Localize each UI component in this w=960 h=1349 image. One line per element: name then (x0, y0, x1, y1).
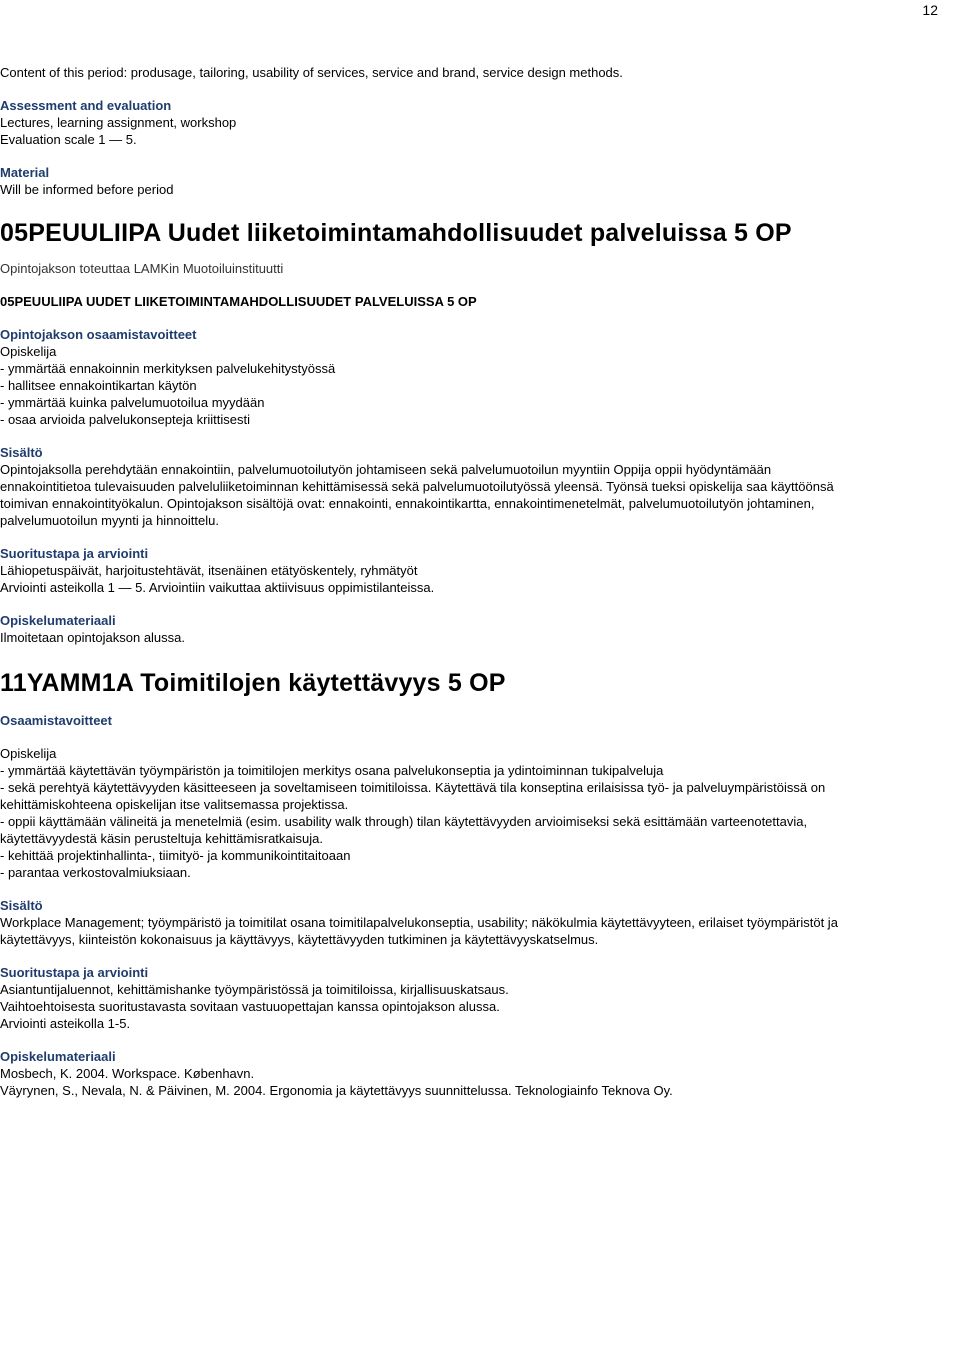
study-material-line: Mosbech, K. 2004. Workspace. København. (0, 1066, 255, 1081)
assessment-line: Evaluation scale 1 — 5. (0, 132, 137, 147)
content-line: palvelumuotoilun myynti ja hinnoittelu. (0, 513, 219, 528)
outcome-item: - ymmärtää käytettävän työympäristön ja toimitilojen merkitys osana palvelukonseptia ja ydintoiminnan tukipalveluja (0, 763, 664, 778)
content-heading: Sisältö (0, 445, 43, 460)
method-heading: Suoritustapa ja arviointi (0, 546, 149, 561)
student-label: Opiskelija (0, 344, 57, 359)
content-line: toimivan ennakointityökalun. Opintojakson sisältöjä ovat: ennakointi, ennakointikartta, ennakointimenetelmät, palvelumuotoilutyön johtaminen, (0, 496, 815, 511)
page-content (0, 64, 950, 1099)
study-material-heading: Opiskelumateriaali (0, 1049, 116, 1064)
content-line: käytettävyys, kiinteistön kokonaisuus ja käyttävyys, käytettävyyden tutkiminen ja käytettävyyskatselmus. (0, 932, 599, 947)
study-material-line: Väyrynen, S., Nevala, N. & Päivinen, M. 2004. Ergonomia ja käytettävyys suunnittelussa. Teknologiainfo Teknova Oy. (0, 1083, 673, 1098)
outcome-item: kehittämiskohteena opiskelijan itse valitsemassa projektissa. (0, 797, 349, 812)
assessment-heading: Assessment and evaluation (0, 98, 172, 113)
course-subtitle: 05PEUULIIPA UUDET LIIKETOIMINTAMAHDOLLISUUDET PALVELUISSA 5 OP (0, 294, 477, 309)
course-organizer: Opintojakson toteuttaa LAMKin Muotoiluinstituutti (0, 261, 284, 276)
study-material-line: Ilmoitetaan opintojakson alussa. (0, 630, 186, 645)
method-line: Asiantuntijaluennot, kehittämishanke työympäristössä ja toimitiloissa, kirjallisuuskatsaus. (0, 982, 509, 997)
content-period-text: Content of this period: produsage, tailoring, usability of services, service and brand, service design methods. (0, 65, 623, 80)
assessment-line: Lectures, learning assignment, workshop (0, 115, 237, 130)
outcome-item: - kehittää projektinhallinta-, tiimityö- ja kommunikointitaitoaan (0, 848, 351, 863)
outcome-item: käytettävyydestä käsin perusteltuja kehittämisratkaisuja. (0, 831, 323, 846)
method-line: Vaihtoehtoisesta suoritustavasta sovitaan vastuuopettajan kanssa opintojakson alussa. (0, 999, 500, 1014)
outcomes-heading: Opintojakson osaamistavoitteet (0, 327, 197, 342)
page-number: 12 (922, 2, 938, 18)
outcome-item: - sekä perehtyä käytettävyyden käsitteeseen ja soveltamiseen toimitiloissa. Käytettävä tila konseptina erilaisissa työ- ja palveluympäristöissä on (0, 780, 826, 795)
outcome-item: - oppii käyttämään välineitä ja menetelmiä (esim. usability walk through) tilan käytettävyyden arvioimiseksi sekä esittämään varteenotettavia, (0, 814, 808, 829)
outcome-item: - parantaa verkostovalmiuksiaan. (0, 865, 191, 880)
student-label: Opiskelija (0, 746, 57, 761)
course-title: 11YAMM1A Toimitilojen käytettävyys 5 OP (0, 669, 506, 697)
material-heading: Material (0, 165, 50, 180)
method-heading: Suoritustapa ja arviointi (0, 965, 149, 980)
content-line: ennakointitietoa tulevaisuuden palveluliiketoiminnan kehittämisessä sekä palvelumuotoilutyössä yleensä. Työnsä tueksi opiskelija saa käyttöönsä (0, 479, 834, 494)
outcome-item: - hallitsee ennakointikartan käytön (0, 378, 197, 393)
method-line: Arviointi asteikolla 1 — 5. Arviointiin vaikuttaa aktiivisuus oppimistilanteissa. (0, 580, 435, 595)
course-title: 05PEUULIIPA Uudet liiketoimintamahdollisuudet palveluissa 5 OP (0, 219, 792, 247)
method-line: Arviointi asteikolla 1-5. (0, 1016, 131, 1031)
outcome-item: - ymmärtää ennakoinnin merkityksen palvelukehitystyössä (0, 361, 336, 376)
outcome-item: - osaa arvioida palvelukonsepteja kriittisesti (0, 412, 251, 427)
outcomes-heading: Osaamistavoitteet (0, 713, 112, 728)
material-line: Will be informed before period (0, 182, 174, 197)
method-line: Lähiopetuspäivät, harjoitustehtävät, itsenäinen etätyöskentely, ryhmätyöt (0, 563, 418, 578)
outcome-item: - ymmärtää kuinka palvelumuotoilua myydään (0, 395, 265, 410)
content-line: Workplace Management; työympäristö ja toimitilat osana toimitilapalvelukonseptia, usability; näkökulmia käytettävyyteen, erilaiset työympäristöt ja (0, 915, 838, 930)
study-material-heading: Opiskelumateriaali (0, 613, 116, 628)
content-line: Opintojaksolla perehdytään ennakointiin, palvelumuotoilutyön johtamiseen sekä palvelumuotoilun myyntiin Oppija oppii hyödyntämään (0, 462, 772, 477)
content-heading: Sisältö (0, 898, 43, 913)
